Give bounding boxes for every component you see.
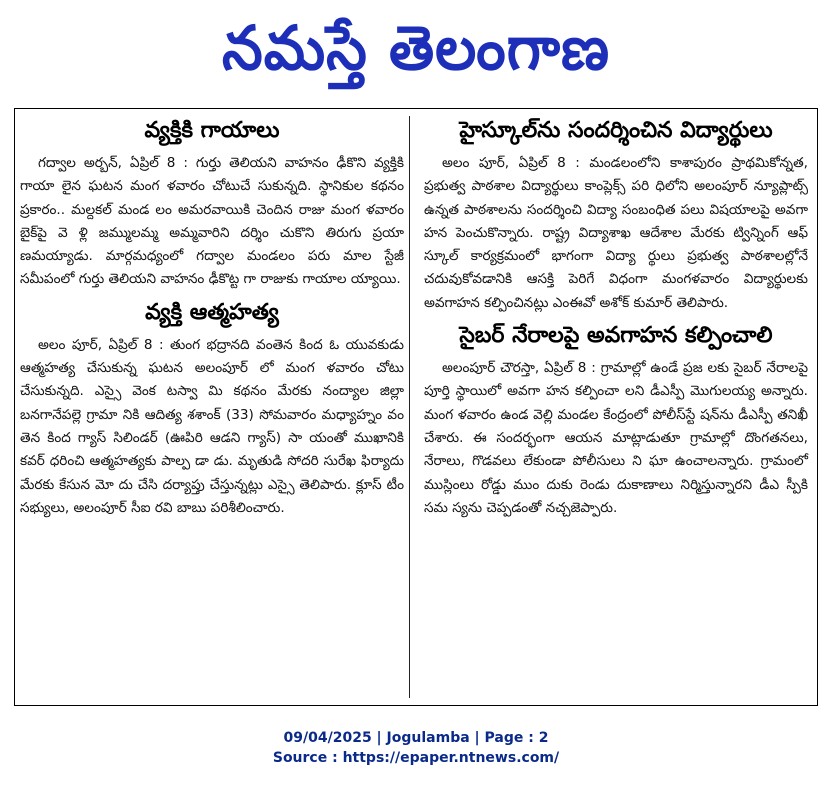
article-body: అలంపూర్ చౌరస్తా, ఏప్రిల్ 8 : గ్రామాల్లో ఉండే ప్రజ లకు సైబర్ నేరాలపై పూర్తి స్థాయిలో అవగా హన కల్పించా లని డీఎస్పీ మొగులయ్య అన్నారు. మంగ ళవారం ఉండ వెల్లి మండల కేంద్రంలో పోలీస్‌స్టే షన్‌ను డీఎస్పీ తనిఖీ చేశారు. ఈ సందర్భంగా ఆయన మాట్లాడుతూ గ్రామాల్లో దొంగతనలు, నేరాలు, గొడవలు లేకుండా పోలీసులు ని ఘా ఉంచాలన్నారు. గ్రామంలో ముస్లింలు రోడ్డు ముం దుకు రెండు దుకాణాలు నిర్మిస్తున్నారని డీఎ స్పీకి సమ స్యను చెప్పడంతో నచ్చజెప్పారు. [424,360,808,516]
article-headline: వ్యక్తి ఆత్మహత్య [145,299,279,325]
edition-info: 09/04/2025 | Jogulamba | Page : 2 [283,730,549,746]
article-body: గద్వాల అర్బన్, ఏప్రిల్ 8 : గుర్తు తెలియని వాహనం ఢీకొని వ్యక్తికి గాయా లైన ఘటన మంగ ళవారం చోటుచే సుకున్నది. స్థానికుల కథనం ప్రకారం.. మల్దకల్ మండ లం అమరవాయికి చెందిన రాజు మంగ ళవారం బైక్‌పై వె ళ్లి జమ్ములమ్మ అమ్మవారిని దర్శిం చుకొని తిరుగు ప్రయా ణమయ్యాడు. మార్గమధ్యంలో గద్వాల మండలం పరు మాల స్టేజీ సమీపంలో గుర్తు తెలియని వాహనం ఢీకొట్ట గా రాజుకు గాయాల య్యాయి. [20,155,404,288]
article-headline: వ్యక్తికి గాయాలు [144,118,280,143]
left-column [20,116,404,526]
column-divider [409,116,410,698]
article-body: అలం పూర్, ఏప్రిల్ 8 : తుంగ భద్రానది వంతెన కింద ఓ యువకుడు ఆత్మహత్య చేసుకున్న ఘటన అలంపూర్ లో మంగ ళవారం చోటు చేసుకున్నది. ఎస్సై వెంక టస్వా మి కథనం మేరకు నంద్యాల జిల్లా బనగానేపల్లె గ్రామా నికి ఆదిత్య శశాంక్ (33) సోమవారం మధ్యాహ్నం వం తెన కింద గ్యాస్ సిలిండర్ (ఊపిరి ఆడని గ్యాస్) సా యంతో ముఖానికి కవర్ ధరించి ఆత్మహత్యకు పాల్ప డా డు. మృతుడి సోదరి సురేఖ ఫిర్యాదు మేరకు కేసున మో దు చేసి దర్యాప్తు చేస్తున్నట్లు ఎస్సై తెలిపారు. క్లూస్ టీం సభ్యులు, అలంపూర్ సీఐ రవి బాబు పరిశీలించారు. [20,336,404,516]
article-cyber-crime [424,321,808,520]
article-school-visit [424,116,808,315]
masthead [0,0,832,100]
right-column [424,116,808,526]
newspaper-logo: నమస్తే తెలంగాణ [222,12,610,84]
article-suicide [20,298,404,520]
article-headline: సైబర్ నేరాలపై అవగాహన కల్పించాలి [459,323,773,349]
article-injury [20,116,404,292]
article-headline: హైస్కూల్‌ను సందర్శించిన విద్యార్థులు [459,118,773,143]
article-body: అలం పూర్, ఏప్రిల్ 8 : మండలంలోని కాశాపురం ప్రాథమికోన్నత, ప్రభుత్వ పాఠశాల విద్యార్థులు కాంప్లెక్స్ పరి ధిలోని అలంపూర్ న్యూప్లాట్స్ ఉన్నత పాఠశాలను సందర్శించి విద్యా సంబంధిత పలు విషయాలపై అవగా హన పెంచుకొన్నారు. రాష్ట్ర విద్యాశాఖ ఆదేశాల మేరకు ట్విన్నింగ్ ఆఫ్ స్కూల్ కార్యక్రమంలో భాగంగా విద్యా ర్థులు ప్రభుత్వ పాఠశాలల్లోనే చదువుకోవడానికి ఆసక్తి పెరిగే విధంగా మంగళవారం విద్యార్థులకు అవగాహన కల్పించినట్లు ఎంఈవో అశోక్ కుమార్ తెలిపారు. [424,155,808,311]
source-link[interactable]: Source : https://epaper.ntnews.com/ [272,750,560,766]
